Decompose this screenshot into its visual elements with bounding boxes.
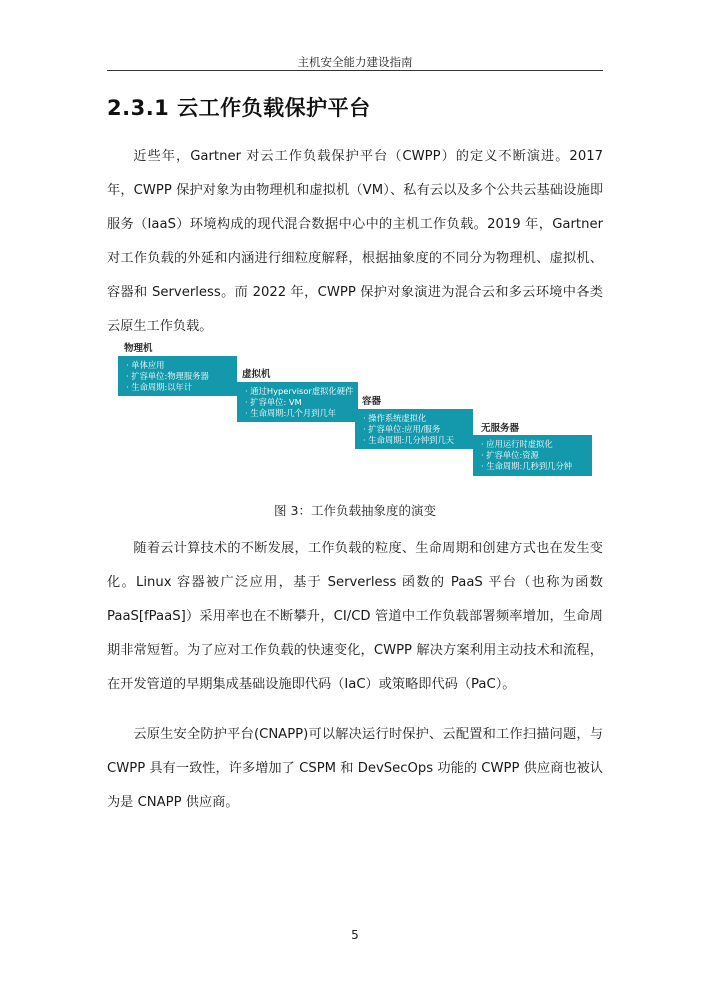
stage-line: · 生命周期:几个月到几年: [245, 408, 337, 418]
figure-caption: 图 3：工作负载抽象度的演变: [274, 503, 436, 518]
header-divider: [107, 70, 603, 71]
stage-title-serverless: 无服务器: [481, 423, 520, 434]
stage-line: · 扩容单位: VM: [245, 397, 302, 407]
section-heading: 2.3.1 云工作负载保护平台: [107, 96, 371, 120]
stage-title-container: 容器: [362, 396, 382, 407]
page-number: 5: [351, 928, 359, 942]
paragraph-cwpp-definition: 近些年，Gartner 对云工作负载保护平台（CWPP）的定义不断演进。2017 年，CWPP 保护对象为由物理机和虚拟机（VM）、私有云以及多个公共云基础设施即服务（IaaS）环境构成的现代混合数据中心中的主机工作负载。2019 年，Gartner 对工作负载的外延和内涵进行细粒度解释，根据抽象度的不同分为物理机、虚拟机、容器和 Serverless。而 2022 年，CWPP 保护对象演进为混合云和多云环境中各类云原生工作负载。: [107, 149, 603, 334]
stage-line: · 单体应用: [126, 360, 165, 370]
paragraph-workload-changes: 随着云计算技术的不断发展，工作负载的粒度、生命周期和创建方式也在发生变化。Linux 容器被广泛应用，基于 Serverless 函数的 PaaS 平台（也称为函数 PaaS[fPaaS]）采用率也在不断攀升，CI/CD 管道中工作负载部署频率增加，生命周期非常短暂。为了应对工作负载的快速变化，CWPP 解决方案利用主动技术和流程，在开发管道的早期集成基础设施即代码（IaC）或策略即代码（PaC）。: [107, 541, 603, 692]
stage-box-physical: [118, 356, 237, 396]
stage-line: · 生命周期:几秒到几分钟: [481, 461, 573, 471]
stage-box-vm: [237, 382, 358, 422]
stage-line: · 通过Hypervisor虚拟化硬件: [245, 386, 354, 396]
running-header: 主机安全能力建设指南: [297, 55, 413, 69]
stage-box-container: [355, 409, 473, 449]
stage-box-serverless: [473, 435, 592, 476]
stage-title-physical: 物理机: [124, 343, 153, 354]
stage-title-vm: 虚拟机: [242, 369, 271, 380]
stage-line: · 扩容单位:应用/服务: [363, 424, 441, 434]
stage-line: · 生命周期:几分钟到几天: [363, 435, 455, 445]
paragraph-cnapp: 云原生安全防护平台(CNAPP)可以解决运行时保护、云配置和工作扫描问题，与 CWPP 具有一致性，许多增加了 CSPM 和 DevSecOps 功能的 CWPP 供应商也被认为是 CNAPP 供应商。: [107, 727, 603, 810]
stage-line: · 扩容单位:物理服务器: [126, 371, 209, 381]
stage-line: · 扩容单位:资源: [481, 450, 539, 460]
stage-line: · 生命周期:以年计: [126, 382, 193, 392]
stage-line: · 应用运行时虚拟化: [481, 439, 553, 449]
stage-line: · 操作系统虚拟化: [363, 413, 427, 423]
